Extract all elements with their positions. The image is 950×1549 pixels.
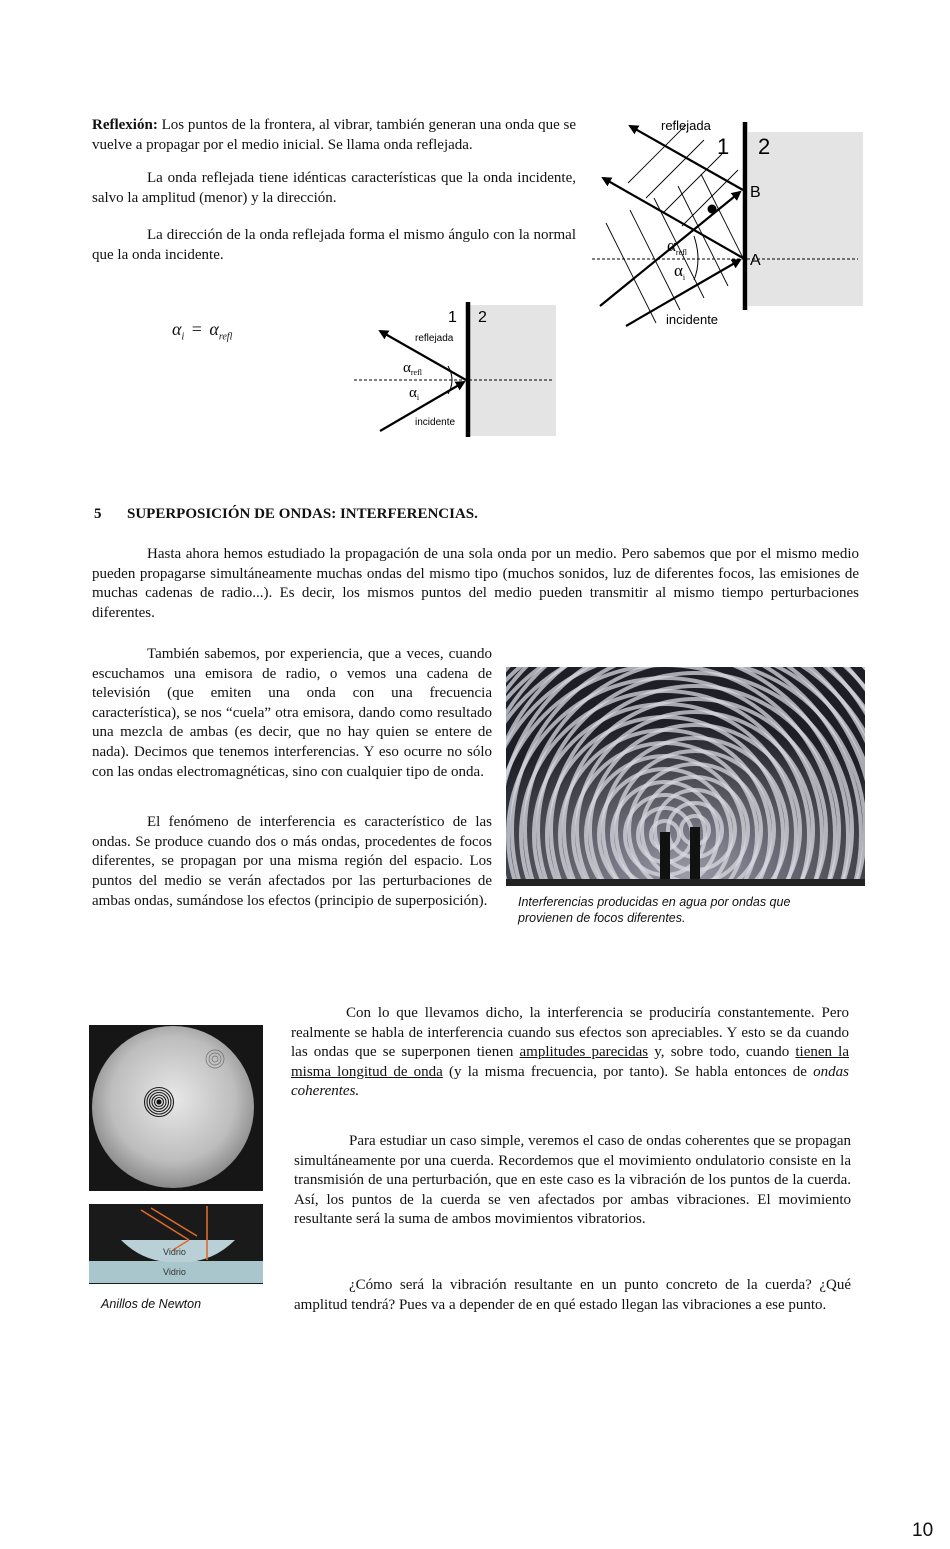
reflection-ray-diagram [352, 300, 560, 440]
section-number: 5 [94, 506, 102, 522]
label-point-b: B [750, 184, 761, 201]
section-5-paragraph-2: También sabemos, por experiencia, que a veces, cuando escuchamos una emisora de radio, o vemos una cadena de televisión (que emiten una onda con una frecuencia característica), se nos “cuela” otra emisora, dando como resultado una mezcla de ambas (es decir, que no hay quien se entere de nada). Decimos que tenemos interferencias. Y eso ocurre no sólo con las ondas electromagnéticas, sino con cualquier tipo de onda. [92, 646, 492, 780]
reflexion-paragraph-1 [92, 116, 576, 155]
formula-alpha-refl: α [209, 319, 219, 339]
label-alpha-refl: $\alpha_{refl}$ [667, 236, 688, 257]
reflexion-paragraph-1-text: Los puntos de la frontera, al vibrar, también generan una onda que se vuelve a propagar por el medio inicial. Se llama onda reflejada. [92, 117, 576, 153]
formula-sub-i: i [181, 331, 185, 343]
page-number: 10 [912, 1520, 934, 1541]
point-marker [708, 205, 717, 214]
formula-sub-refl: refl [218, 331, 233, 343]
section-5-paragraph-4: Con lo que llevamos dicho, la interferencia se produciría constantemente. Pero realmente se habla de interferencia cuando sus efectos son apreciables. Y esto se da cuando las ondas que se superponen tienen amplitudes parecidas y, sobre todo, cuando tienen la misma longitud de onda (y la misma frecuencia, por tanto). Se habla entonces de ondas coherentes. [291, 1005, 849, 1100]
section-5-heading [94, 505, 478, 523]
underline-longitud: tienen la misma longitud de onda [291, 1044, 849, 1080]
label-medium-2: 2 [758, 134, 771, 159]
reflexion-paragraph-2: La onda reflejada tiene idénticas características que la onda incidente, salvo la amplitud (menor) y la dirección. [92, 170, 576, 206]
label-alpha-i-small: $\alpha_i$ [409, 385, 420, 402]
newton-caption: Anillos de Newton [101, 1297, 202, 1311]
rays-small [380, 331, 466, 431]
formula-equals: = [191, 319, 202, 339]
label-incidente: incidente [666, 312, 719, 327]
section-5-paragraph-3: El fenómeno de interferencia es característico de las ondas. Se produce cuando dos o más ondas, procedentes de focos diferentes, se propagan por una misma región del espacio. Los puntos del medio se verán afectados por las perturbaciones de ambas ondas, sumándose los efectos (principio de superposición). [92, 814, 492, 909]
label-alpha-refl-small: $\alpha_{refl}$ [403, 360, 422, 377]
formula-alpha-i: α [172, 319, 182, 339]
label-vidrio-lens: Vidrio [163, 1247, 186, 1257]
section-5-paragraph-1: Hasta ahora hemos estudiado la propagación de una sola onda por un medio. Pero sabemos que por el mismo medio pueden propagarse simultáneamente muchas ondas del mismo tipo (muchos sonidos, luz de diferentes focos, las emisiones de muchas cadenas de radio...). Es decir, los mismos puntos del medio pueden transmitir al mismo tiempo perturbaciones diferentes. [92, 546, 859, 621]
water-interference-photo [506, 667, 865, 886]
reflexion-paragraph-3: La dirección de la onda reflejada forma el mismo ángulo con la normal que la onda incidente. [92, 227, 576, 263]
label-incidente-small: incidente [415, 417, 456, 428]
newton-rings-photo [89, 1025, 263, 1191]
italic-ondas-coherentes: ondas coherentes. [291, 1063, 849, 1100]
label-medium-1-small: 1 [448, 309, 457, 326]
reflection-wavefront-diagram [588, 108, 870, 336]
label-vidrio-plate: Vidrio [163, 1267, 186, 1277]
label-alpha-i: $\alpha_i$ [674, 261, 686, 282]
newton-lens-diagram [89, 1204, 263, 1284]
section-title: SUPERPOSICIÓN DE ONDAS: INTERFERENCIAS. [127, 506, 478, 522]
label-medium-2-small: 2 [478, 309, 487, 326]
reflection-formula [172, 319, 232, 343]
section-5-paragraph-6: ¿Cómo será la vibración resultante en un punto concreto de la cuerda? ¿Qué amplitud tendrá? Pues va a depender de en qué estado llegan las vibraciones a ese punto. [294, 1277, 851, 1313]
underline-amplitudes: amplitudes parecidas [519, 1044, 649, 1061]
section-5-paragraph-5: Para estudiar un caso simple, veremos el caso de ondas coherentes que se propagan simultáneamente por una cuerda. Recordemos que el movimiento ondulatorio consiste en la transmisión de una perturbación, que en este caso es la vibración de los puntos de la cuerda. Así, los puntos de la cuerda se ven afectados por ambas vibraciones. El movimiento resultante será la suma de ambos movimientos vibratorios. [294, 1133, 851, 1228]
label-point-a: A [750, 252, 761, 269]
label-medium-1: 1 [717, 134, 730, 159]
label-reflejada-small: reflejada [415, 333, 454, 344]
reflexion-term: Reflexión: [92, 117, 158, 133]
photo-caption: Interferencias producidas en agua por ondas que provienen de focos diferentes. [518, 895, 791, 925]
label-reflejada: reflejada [661, 118, 711, 133]
